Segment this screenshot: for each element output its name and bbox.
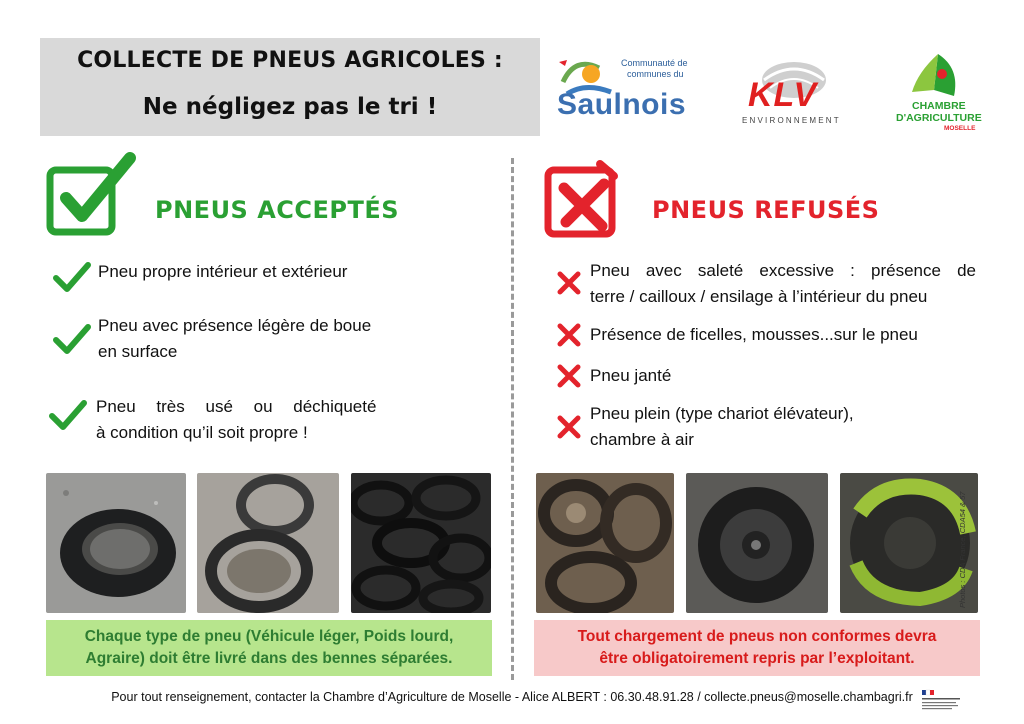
refused-item-2-line1: Présence de ficelles, mousses...sur le pneu <box>590 325 918 344</box>
page-subtitle: Ne négligez pas le tri ! <box>142 94 438 120</box>
section-divider <box>511 158 514 680</box>
accepted-item-2 <box>98 313 428 365</box>
chambre-line3: MOSELLE <box>944 125 976 132</box>
photo-credit: Photos : CDA France, CDA54 & 57 <box>958 491 967 608</box>
accepted-item-1-line1: Pneu propre intérieur et extérieur <box>98 262 348 281</box>
chambre-agriculture-logo <box>890 52 1000 136</box>
title-box <box>40 38 540 136</box>
accepted-item-2-line2: en surface <box>98 342 178 361</box>
refused-note-line1: Tout chargement de pneus non conformes devra <box>577 628 937 645</box>
refused-item-4 <box>590 401 976 453</box>
photo-rimmed-tire <box>686 473 828 613</box>
page-title: COLLECTE DE PNEUS AGRICOLES : <box>77 48 503 73</box>
refused-note-line2: être obligatoirement repris par l’exploitant. <box>599 650 915 667</box>
saulnois-name: Saulnois <box>557 88 687 121</box>
accepted-title: PNEUS ACCEPTÉS <box>155 196 400 224</box>
photo-worn-tires-pile <box>351 473 491 613</box>
ministry-logo-icon <box>922 688 962 714</box>
refused-note <box>534 626 980 670</box>
accepted-item-1 <box>98 259 428 285</box>
klv-logo <box>740 58 850 128</box>
saulnois-small-line2: communes du <box>627 69 684 79</box>
photo-dirty-tires <box>536 473 674 613</box>
refused-item-3-line1: Pneu janté <box>590 366 672 385</box>
big-checkmark-icon <box>44 152 138 240</box>
refused-item-3 <box>590 363 976 389</box>
refused-item-1-line2: terre / cailloux / ensilage à l’intérieur du pneu <box>590 287 928 306</box>
refused-title: PNEUS REFUSÉS <box>652 196 880 224</box>
refused-note-box <box>534 620 980 676</box>
accepted-note <box>46 626 492 670</box>
check-icon <box>48 398 88 432</box>
saulnois-small-line1: Communauté de <box>621 58 688 68</box>
saulnois-logo <box>555 54 700 130</box>
accepted-item-3-line1: Pneu très usé ou déchiqueté <box>96 397 377 416</box>
accepted-item-2-line1: Pneu avec présence légère de boue <box>98 316 372 335</box>
x-icon <box>556 363 582 389</box>
refused-item-4-line2: chambre à air <box>590 430 694 449</box>
accepted-item-3 <box>96 394 414 446</box>
x-icon <box>556 322 582 348</box>
refused-item-2 <box>590 322 976 348</box>
refused-item-4-line1: Pneu plein (type chariot élévateur), <box>590 404 854 423</box>
accepted-item-3-line1-wrap <box>96 394 414 420</box>
accepted-note-line1: Chaque type de pneu (Véhicule léger, Poids lourd, <box>84 628 454 645</box>
refused-item-1-line1: Pneu avec saleté excessive : présence de <box>590 261 976 280</box>
x-icon <box>556 414 582 440</box>
accepted-note-line2: Agraire) doit être livré dans des bennes séparées. <box>85 650 453 667</box>
accepted-item-3-line2: à condition qu’il soit propre ! <box>96 423 308 442</box>
check-icon <box>52 322 92 356</box>
klv-subtitle: ENVIRONNEMENT <box>742 116 841 125</box>
x-icon <box>556 270 582 296</box>
refused-item-1 <box>590 258 976 310</box>
chambre-leaf-icon <box>908 52 964 98</box>
footer-contact: Pour tout renseignement, contacter la Chambre d’Agriculture de Moselle - Alice ALBERT : 06.30.48.91.28 / collecte.pneus@moselle.chambagri.fr <box>111 690 913 704</box>
photo-clean-tire <box>46 473 186 613</box>
chambre-line2: D'AGRICULTURE <box>896 112 982 124</box>
accepted-note-box <box>46 620 492 676</box>
chambre-line1: CHAMBRE <box>912 100 966 112</box>
photo-shredded-tire <box>197 473 339 613</box>
klv-name: KLV <box>748 76 818 114</box>
check-icon <box>52 260 92 294</box>
big-x-icon <box>544 158 626 238</box>
